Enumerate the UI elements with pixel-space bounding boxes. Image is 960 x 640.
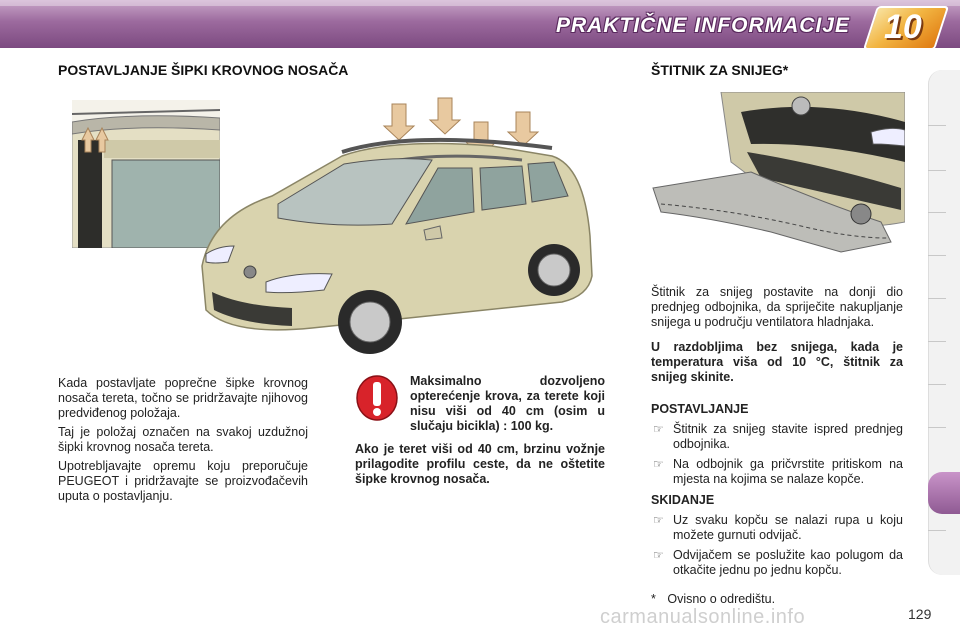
list-item-text: Odvijačem se poslužite kao polugom da otkačite jednu po jednu kopču.	[673, 548, 903, 577]
tab-divider	[928, 125, 946, 126]
car-roof-bars-image	[192, 96, 602, 364]
list-item	[651, 548, 903, 578]
tab-divider	[928, 427, 946, 428]
snow-guard-warning: U razdobljima bez snijega, kada je temperatura viša od 10 °C, štitnik za snijeg skinite.	[651, 340, 903, 384]
list-item-text: Uz svaku kopču se nalazi rupa u koju možete gurnuti odvijač.	[673, 513, 903, 542]
footnote-text: Ovisno o odredištu.	[667, 592, 776, 606]
pointing-hand-icon: ☞	[653, 422, 664, 436]
tab-divider	[928, 298, 946, 299]
chapter-tab-active[interactable]	[928, 472, 960, 514]
pointing-hand-icon: ☞	[653, 548, 664, 562]
chapter-title: PRAKTIČNE INFORMACIJE	[555, 14, 850, 37]
install-title: POSTAVLJANJE	[651, 402, 749, 416]
tab-divider	[928, 384, 946, 385]
roof-bars-paragraph: Kada postavljate poprečne šipke krovnog nosača tereta, točno se pridržavajte njihovog predviđenog položaja.	[58, 376, 308, 420]
footnote	[651, 592, 775, 606]
section-heading-snow-guard: ŠTITNIK ZA SNIJEG*	[651, 62, 789, 78]
tab-divider	[928, 530, 946, 531]
warning-exclamation-icon	[355, 374, 399, 422]
tab-divider	[928, 341, 946, 342]
snow-guard-intro: Štitnik za snijeg postavite na donji dio prednjeg odbojnika, da spriječite nakupljanje snijega u području ventilatora hladnjaka.	[651, 285, 903, 329]
list-item	[651, 457, 903, 487]
snow-guard-steps	[651, 400, 903, 583]
footnote-mark: *	[651, 592, 656, 606]
list-item	[651, 513, 903, 543]
chapter-number: 10	[884, 8, 922, 46]
roof-load-warning: Maksimalno dozvoljeno opterećenje krova, za terete koji nisu viši od 40 cm (osim u slučaju bicikla) : 100 kg.	[410, 374, 605, 433]
list-item	[651, 422, 903, 452]
section-heading-roof-bars: POSTAVLJANJE ŠIPKI KROVNOG NOSAČA	[58, 62, 349, 78]
roof-bars-paragraph: Taj je položaj označen na svakoj uzdužnoj šipki krovnog nosača tereta.	[58, 425, 308, 454]
pointing-hand-icon: ☞	[653, 457, 664, 471]
header-shine	[0, 0, 960, 6]
tab-divider	[928, 255, 946, 256]
list-item-text: Štitnik za snijeg stavite ispred prednjeg odbojnika.	[673, 422, 903, 451]
roof-bars-paragraph: Upotrebljavajte opremu koju preporučuje PEUGEOT i pridržavajte se proizvođačevih uputa o postavljanju.	[58, 459, 308, 503]
tab-divider	[928, 170, 946, 171]
roof-speed-warning: Ako je teret viši od 40 cm, brzinu vožnje prilagodite profilu ceste, da ne oštetite šipke krovnog nosača.	[355, 442, 605, 486]
page-number: 129	[908, 606, 932, 622]
pointing-hand-icon: ☞	[653, 513, 664, 527]
roof-bars-instructions	[58, 376, 308, 508]
tab-divider	[928, 212, 946, 213]
snow-guard-image	[651, 92, 905, 272]
remove-title: SKIDANJE	[651, 493, 715, 507]
list-item-text: Na odbojnik ga pričvrstite pritiskom na mjesta na kojima se nalaze kopče.	[673, 457, 903, 486]
watermark: carmanualsonline.info	[600, 606, 806, 628]
